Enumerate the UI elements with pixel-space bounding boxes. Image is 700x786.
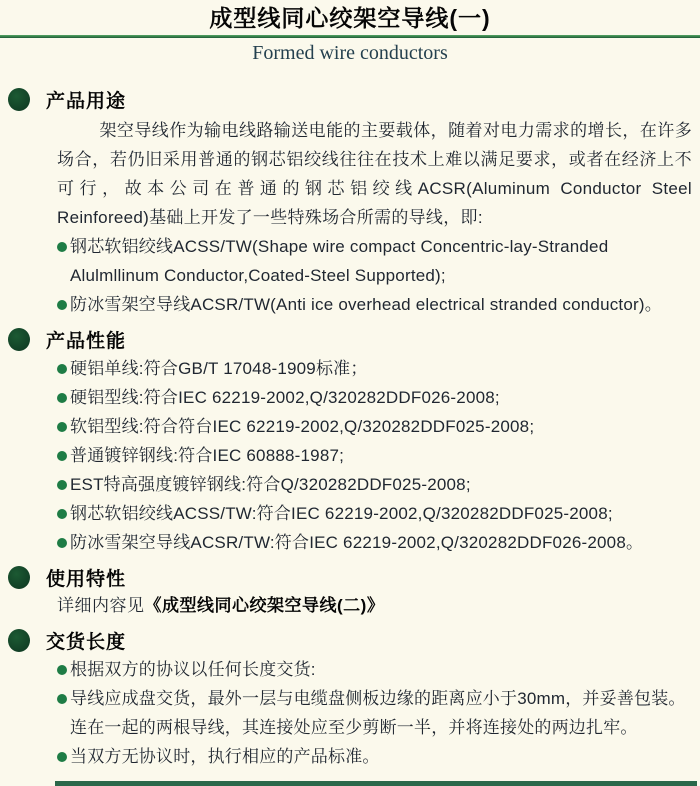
delivery-length-list xyxy=(0,655,700,771)
list-item-text: 钢芯软铝绞线ACSS/TW(Shape wire compact Concentric-lay-Stranded Alulmllinum Conductor,Coated-Steel Supported); xyxy=(70,237,609,285)
usage-note-reference: 《成型线同心绞架空导线(二)》 xyxy=(144,596,385,615)
list-item xyxy=(57,684,696,742)
page-title: 成型线同心绞架空导线(一) xyxy=(209,5,491,31)
list-item xyxy=(57,232,696,290)
usage-note xyxy=(57,591,692,620)
bullet-dot-icon xyxy=(57,752,67,762)
list-item-text: 根据双方的协议以任何长度交货: xyxy=(70,660,316,679)
section-bullet-icon xyxy=(8,566,30,589)
bullet-dot-icon xyxy=(57,694,67,704)
list-item xyxy=(57,528,696,557)
list-item-text: 当双方无协议时，执行相应的产品标准。 xyxy=(70,747,380,766)
product-use-list xyxy=(0,232,700,319)
list-item xyxy=(57,354,696,383)
bullet-dot-icon xyxy=(57,393,67,403)
list-item xyxy=(57,470,696,499)
product-use-paragraph: 架空导线作为输电线路输送电能的主要载体，随着对电力需求的增长，在许多场合，若仍旧采用普通的钢芯铝绞线往往在技术上难以满足要求，或者在经济上不可行，故本公司在普通的钢芯铝绞线ACSR(Aluminum Conductor Steel Reinforeed)基础上开发了一些特殊场合所需的导线，即: xyxy=(57,121,692,227)
title-divider-rule xyxy=(0,35,700,38)
list-item xyxy=(57,499,696,528)
page-subtitle: Formed wire conductors xyxy=(252,42,448,64)
section-heading-text: 使用特性 xyxy=(46,568,127,590)
bullet-dot-icon xyxy=(57,538,67,548)
product-performance-list xyxy=(0,354,700,557)
list-item xyxy=(57,441,696,470)
list-item xyxy=(57,742,696,771)
list-item-text: 防冰雪架空导线ACSR/TW:符合IEC 62219-2002,Q/320282DDF026-2008。 xyxy=(70,533,644,552)
list-item-text: 防冰雪架空导线ACSR/TW(Anti ice overhead electrical stranded conductor)。 xyxy=(70,295,662,314)
section-bullet-icon xyxy=(8,328,30,351)
list-item-text: 软铝型线:符合符台IEC 62219-2002,Q/320282DDF025-2008; xyxy=(70,417,535,436)
list-item-text: EST特高强度镀锌钢线:符合Q/320282DDF025-2008; xyxy=(70,475,471,494)
list-item-text: 钢芯软铝绞线ACSS/TW:符合IEC 62219-2002,Q/320282DDF025-2008; xyxy=(70,504,613,523)
list-item xyxy=(57,383,696,412)
list-item-text: 硬铝型线:符合IEC 62219-2002,Q/320282DDF026-2008; xyxy=(70,388,500,407)
bullet-dot-icon xyxy=(57,364,67,374)
list-item xyxy=(57,290,696,319)
section-heading-product-performance xyxy=(8,327,700,351)
bullet-dot-icon xyxy=(57,665,67,675)
bullet-dot-icon xyxy=(57,480,67,490)
bullet-dot-icon xyxy=(57,242,67,252)
bullet-dot-icon xyxy=(57,422,67,432)
section-bullet-icon xyxy=(8,88,30,111)
usage-note-prefix: 详细内容见 xyxy=(57,596,145,615)
list-item-text: 硬铝单线:符合GB/T 17048-1909标准； xyxy=(70,359,368,378)
section-heading-usage-characteristics xyxy=(8,565,700,589)
section-heading-product-use xyxy=(8,87,700,111)
section-heading-delivery-length xyxy=(8,628,700,652)
bullet-dot-icon xyxy=(57,451,67,461)
list-item-text: 普通镀锌钢线:符合IEC 60888-1987; xyxy=(70,446,345,465)
bullet-dot-icon xyxy=(57,509,67,519)
section-heading-text: 产品用途 xyxy=(46,90,127,112)
bullet-dot-icon xyxy=(57,300,67,310)
bottom-divider-bar xyxy=(55,781,697,786)
list-item xyxy=(57,655,696,684)
section-bullet-icon xyxy=(8,629,30,652)
section-heading-text: 交货长度 xyxy=(46,631,127,653)
section-heading-text: 产品性能 xyxy=(46,330,127,352)
list-item-text: 导线应成盘交货，最外一层与电缆盘侧板边缘的距离应小于30mm，并妥善包装。连在一起的两根导线，其连接处应至少剪断一半，并将连接处的两边扎牢。 xyxy=(70,689,686,737)
list-item xyxy=(57,412,696,441)
